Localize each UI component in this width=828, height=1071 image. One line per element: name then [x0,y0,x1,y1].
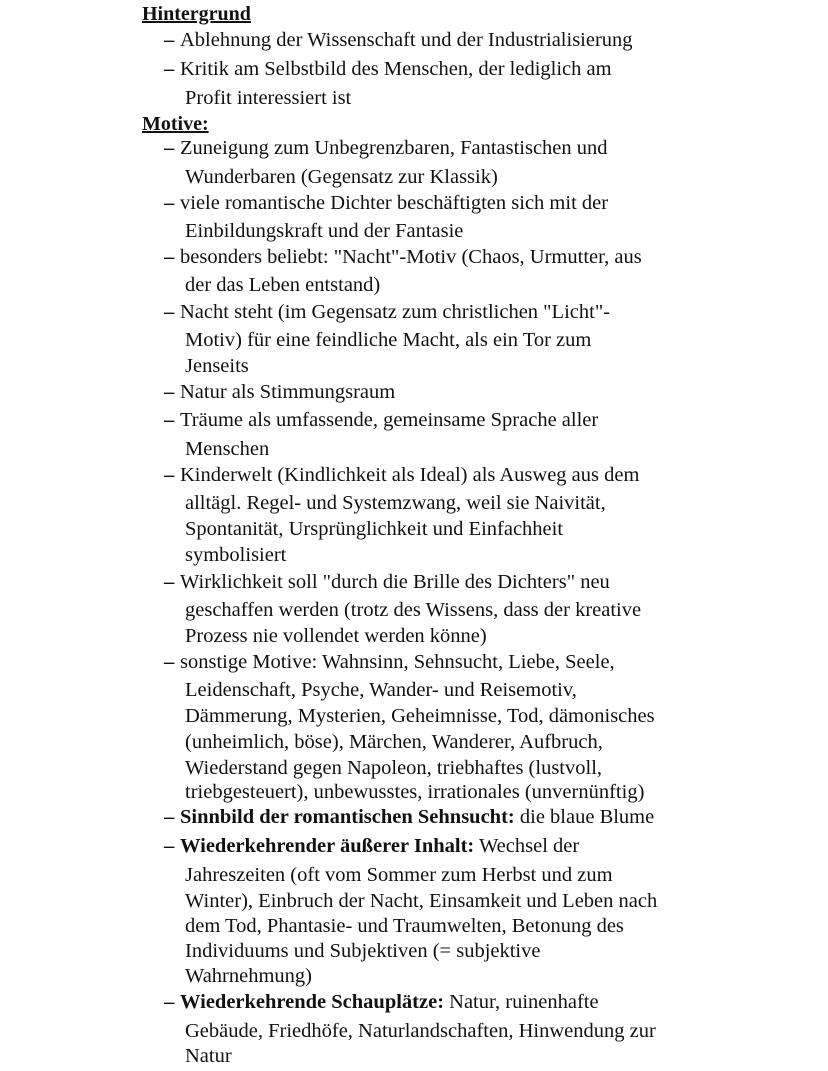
bullet-continuation: Spontanität, Ursprünglichkeit und Einfachheit [185,518,564,540]
bullet-continuation: Gebäude, Friedhöfe, Naturlandschaften, Hinwendung zur [185,1020,656,1042]
bullet-continuation: Wunderbaren (Gegensatz zur Klassik) [185,166,498,188]
bullet-item: – besonders beliebt: "Nacht"-Motiv (Chaos, Urmutter, aus [164,246,642,268]
dash-bullet: – [164,806,175,828]
dash-bullet: – [164,464,175,486]
bullet-continuation: alltägl. Regel- und Systemzwang, weil sie Naivität, [185,492,606,514]
bullet-item: – Natur als Stimmungsraum [164,381,396,403]
bullet-continuation: Leidenschaft, Psyche, Wander- und Reisemotiv, [185,679,577,701]
bullet-continuation: Wiederstand gegen Napoleon, triebhaftes (lustvoll, [185,757,603,779]
bullet-item: – sonstige Motive: Wahnsinn, Sehnsucht, Liebe, Seele, [164,651,615,673]
bullet-continuation: Dämmerung, Mysterien, Geheimnisse, Tod, dämonisches [185,705,655,727]
bullet-item: – Sinnbild der romantischen Sehnsucht: die blaue Blume [164,806,655,828]
bullet-item: – viele romantische Dichter beschäftigten sich mit der [164,192,609,214]
section-heading-motive: Motive: [142,113,209,135]
bullet-item: – Wiederkehrender äußerer Inhalt: Wechsel der [164,835,580,857]
bullet-continuation: triebgesteuert), unbewusstes, irrationales (unvernünftig) [185,781,645,803]
dash-bullet: – [164,301,175,323]
bullet-continuation: dem Tod, Phantasie- und Traumwelten, Betonung des [185,915,624,937]
bullet-continuation: Jahreszeiten (oft vom Sommer zum Herbst und zum [185,864,613,886]
bullet-continuation: Wahrnehmung) [185,965,313,987]
dash-bullet: – [164,58,175,80]
bullet-item: – Wiederkehrende Schauplätze: Natur, ruinenhafte [164,991,599,1013]
bullet-item: – Zuneigung zum Unbegrenzbaren, Fantastischen und [164,137,608,159]
bullet-item: – Ablehnung der Wissenschaft und der Industrialisierung [164,29,633,51]
dash-bullet: – [164,246,175,268]
bullet-continuation: Individuums und Subjektiven (= subjektive [185,940,541,962]
bullet-continuation: der das Leben entstand) [185,274,381,296]
bullet-continuation: Winter), Einbruch der Nacht, Einsamkeit und Leben nach [185,890,658,912]
bullet-continuation: symbolisiert [185,544,287,566]
bullet-continuation: Motiv) für eine feindliche Macht, als ein Tor zum [185,329,592,351]
bullet-continuation: Jenseits [185,355,249,377]
bullet-item: – Nacht steht (im Gegensatz zum christlichen "Licht"- [164,301,611,323]
bullet-continuation: Prozess nie vollendet werden könne) [185,625,487,647]
dash-bullet: – [164,571,175,593]
bullet-continuation: Profit interessiert ist [185,87,352,109]
bullet-continuation: Menschen [185,438,270,460]
dash-bullet: – [164,835,175,857]
section-heading-hintergrund: Hintergrund [142,3,251,25]
dash-bullet: – [164,409,175,431]
dash-bullet: – [164,192,175,214]
bullet-item: – Wirklichkeit soll "durch die Brille des Dichters" neu [164,571,610,593]
bullet-continuation: Natur [185,1045,232,1067]
bullet-item: – Träume als umfassende, gemeinsame Sprache aller [164,409,599,431]
bullet-continuation: Einbildungskraft und der Fantasie [185,220,464,242]
dash-bullet: – [164,651,175,673]
bullet-continuation: (unheimlich, böse), Märchen, Wanderer, Aufbruch, [185,731,603,753]
bullet-item: – Kinderwelt (Kindlichkeit als Ideal) als Ausweg aus dem [164,464,640,486]
dash-bullet: – [164,137,175,159]
dash-bullet: – [164,381,175,403]
dash-bullet: – [164,29,175,51]
bullet-continuation: geschaffen werden (trotz des Wissens, dass der kreative [185,599,642,621]
dash-bullet: – [164,991,175,1013]
bullet-item: – Kritik am Selbstbild des Menschen, der lediglich am [164,58,612,80]
